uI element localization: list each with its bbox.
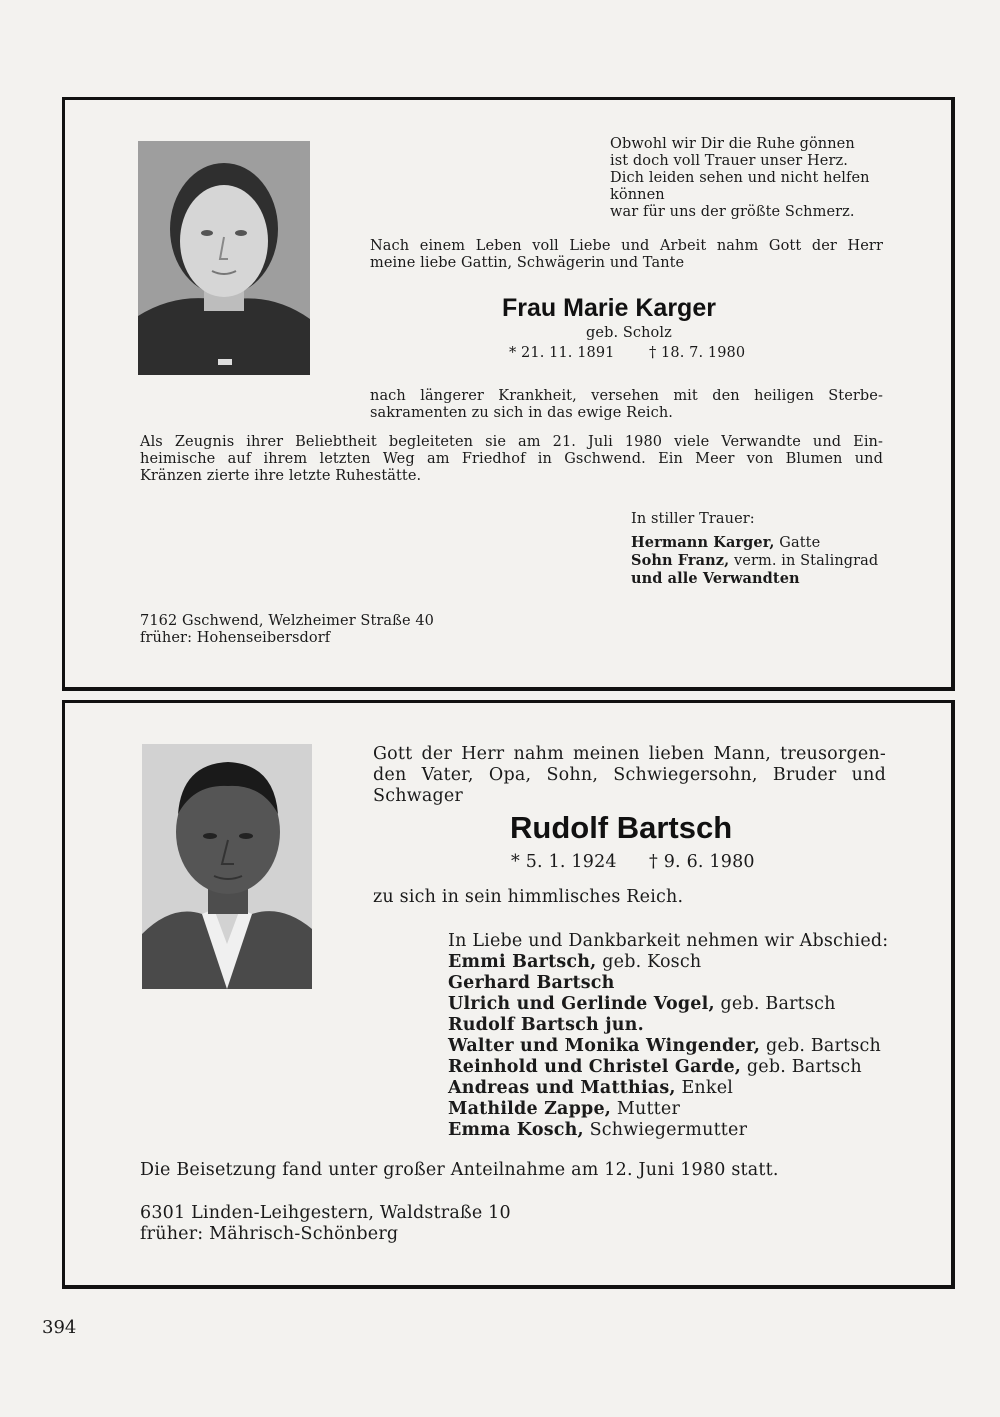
intro-line: den Vater, Opa, Sohn, Schwiegersohn, Bruder und — [373, 765, 886, 785]
mourner: Ulrich und Gerlinde Vogel, geb. Bartsch — [448, 994, 836, 1014]
mourner: Gerhard Bartsch — [448, 973, 615, 993]
mourner: und alle Verwandten — [631, 570, 800, 587]
maiden-name: geb. Scholz — [586, 325, 672, 341]
funeral-line: Als Zeugnis ihrer Beliebtheit begleiteten sie am 21. Juli 1980 viele Verwandte und Ein- — [140, 434, 883, 450]
death-date: † 18. 7. 1980 — [649, 345, 746, 361]
address-line: früher: Mährisch-Schönberg — [140, 1224, 399, 1244]
birth-date: * 21. 11. 1891 — [509, 345, 615, 361]
poem-line: Obwohl wir Dir die Ruhe gönnen — [610, 136, 855, 152]
passing-line: sakramenten zu sich in das ewige Reich. — [370, 405, 673, 421]
mourner: Andreas und Matthias, Enkel — [448, 1078, 734, 1098]
mourner: Emmi Bartsch, geb. Kosch — [448, 952, 702, 972]
address — [140, 1203, 511, 1245]
address-line: 7162 Gschwend, Welzheimer Straße 40 — [140, 613, 434, 629]
address-line: früher: Hohenseibersdorf — [140, 630, 331, 646]
passing-text — [370, 388, 883, 422]
mourners-list — [631, 534, 878, 588]
mourner: Hermann Karger, Gatte — [631, 534, 821, 551]
mourner: Mathilde Zappe, Mutter — [448, 1099, 681, 1119]
intro-text — [373, 744, 886, 807]
deceased-name: Frau Marie Karger — [502, 294, 716, 322]
poem-line: Dich leiden sehen und nicht helfen — [610, 170, 870, 186]
mourner: Sohn Franz, verm. in Stalingrad — [631, 552, 879, 569]
funeral-line: heimische auf ihrem letzten Weg am Friedhof in Gschwend. Ein Meer von Blumen und — [140, 451, 883, 467]
poem-line: können — [610, 187, 665, 203]
birth-date: * 5. 1. 1924 — [511, 852, 617, 872]
deceased-name: Rudolf Bartsch — [510, 810, 733, 845]
funeral-line: Kränzen zierte ihre letzte Ruhestätte. — [140, 468, 422, 484]
mourning-heading: In stiller Trauer: — [631, 511, 755, 527]
mourner: Walter und Monika Wingender, geb. Bartsch — [448, 1036, 882, 1056]
address-line: 6301 Linden-Leihgestern, Waldstraße 10 — [140, 1203, 511, 1223]
address — [140, 613, 434, 647]
funeral-text — [140, 434, 883, 485]
obituary-rudolf-bartsch — [62, 700, 955, 1289]
mourner: Rudolf Bartsch jun. — [448, 1015, 644, 1035]
obituary-marie-karger — [62, 97, 955, 691]
intro-line: meine liebe Gattin, Schwägerin und Tante — [370, 255, 685, 271]
portrait-photo-marie-karger — [138, 141, 310, 375]
poem — [610, 136, 870, 221]
passing-text: zu sich in sein himmlisches Reich. — [373, 887, 684, 907]
passing-line: nach längerer Krankheit, versehen mit den heiligen Sterbe- — [370, 388, 883, 404]
intro-line: Nach einem Leben voll Liebe und Arbeit nahm Gott der Herr — [370, 238, 883, 254]
poem-line: ist doch voll Trauer unser Herz. — [610, 153, 848, 169]
page-number: 394 — [42, 1317, 77, 1338]
mourner: Emma Kosch, Schwiegermutter — [448, 1120, 748, 1140]
mourners-list — [448, 952, 881, 1141]
mourner: Reinhold und Christel Garde, geb. Bartsch — [448, 1057, 862, 1077]
poem-line: war für uns der größte Schmerz. — [610, 204, 855, 220]
intro-text — [370, 238, 883, 272]
death-date: † 9. 6. 1980 — [649, 852, 755, 872]
portrait-photo-rudolf-bartsch — [142, 744, 312, 989]
farewell-heading: In Liebe und Dankbarkeit nehmen wir Abschied: — [448, 931, 889, 951]
burial-text: Die Beisetzung fand unter großer Anteilnahme am 12. Juni 1980 statt. — [140, 1160, 779, 1180]
intro-line: Schwager — [373, 786, 463, 806]
intro-line: Gott der Herr nahm meinen lieben Mann, treusorgen- — [373, 744, 886, 764]
